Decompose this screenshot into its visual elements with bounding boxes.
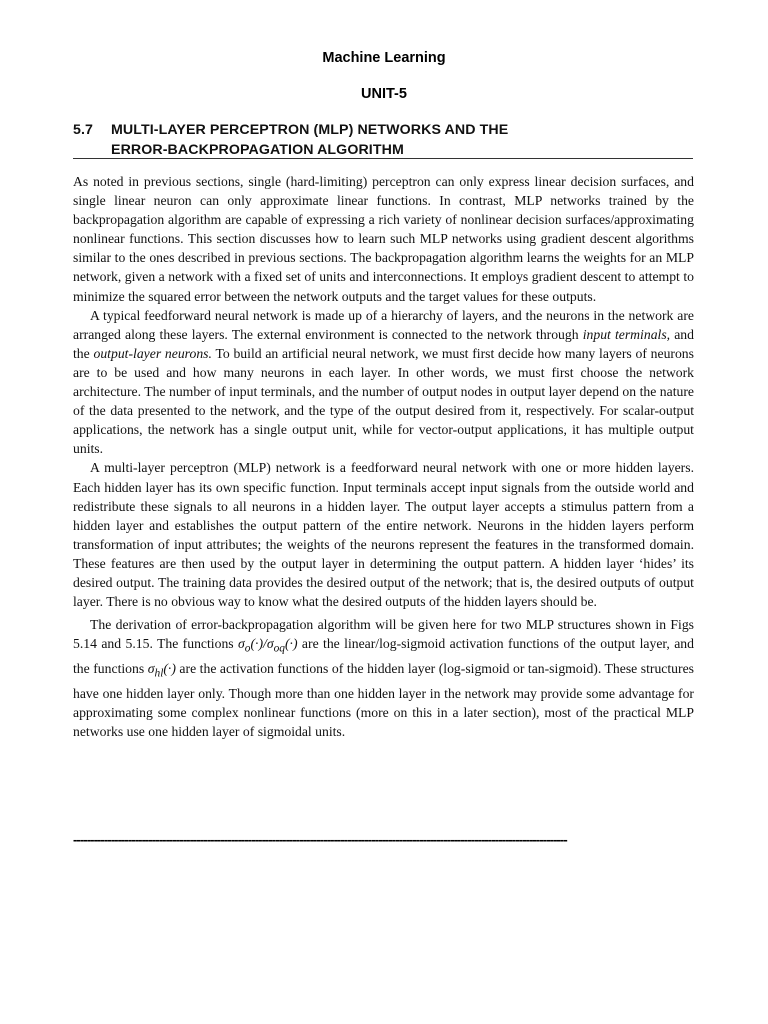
section-number: 5.7 (73, 122, 94, 138)
paragraph-2-emphasis-1: input terminals, (582, 326, 671, 342)
paragraph-3: A multi-layer perceptron (MLP) network is a feedforward neural network with one or more hidden layers. Each hidden layer has its own specific function. Input terminals accept input signals from the outside world and redistribute these signals to all neurons in a hidden layer. The output layer accepts a stimulus pattern from a hidden layer and establishes the output pattern of the entire network. Neurons in the hidden layers perform transformation of input attributes; the weights of the neurons represent the features in the transformed domain. These features are then used by the output layer in determining the output pattern. A hidden layer ‘hides’ its desired output. The training data provides the desired output of the network; that is, the desired outputs of output layer. There is no obvious way to know what the desired outputs of the hidden layers should be. (73, 460, 694, 610)
sigma-output-symbol: $\sigma_o(\cdot)/\sigma_{oq}(\cdot)$ (238, 636, 298, 655)
paragraph-2-text-a: A typical feedforward neural network is made up of a hierarchy of layers, and the neurons in the network are arranged along these layers. The external environment is connected to the network through (73, 307, 694, 342)
paragraph-2-text-b: and the (73, 326, 694, 361)
section-heading-line1 (73, 120, 693, 140)
body-text (73, 172, 694, 741)
section-heading-line2: ERROR-BACKPROPAGATION ALGORITHM (111, 142, 404, 158)
paragraph-4-text-a: The derivation of error-backpropagation algorithm will be given here for two MLP structures shown in Figs 5.14 and 5.15. The functions (73, 617, 694, 652)
unit-label: UNIT-5 (361, 86, 407, 102)
paragraph-4 (73, 615, 694, 741)
paragraph-1: As noted in previous sections, single (hard-limiting) perceptron can only express linear decision surfaces, and single linear neuron can only approximate linear functions. In contrast, MLP networks trained by the backpropagation algorithm are capable of expressing a rich variety of nonlinear decision surfaces/approximating nonlinear functions. This section discusses how to learn such MLP networks using gradient descent algorithms similar to the ones described in previous sections. The backpropagation algorithm learns the weights for an MLP network, given a network with a fixed set of units and interconnections. It employs gradient descent to attempt to minimize the squared error between the network outputs and the target values for these outputs. (73, 174, 694, 304)
paragraph-4-text-c: are the activation functions of the hidden layer (log-sigmoid or tan-sigmoid). These structures have one hidden layer only. Though more than one hidden layer in the network may provide some advantage for approximating some complex nonlinear functions (more on this in a later section), most of the practical MLP networks use one hidden layer of sigmoidal units. (73, 661, 694, 740)
paragraph-2 (73, 306, 694, 459)
section-heading-text1: MULTI-LAYER PERCEPTRON (MLP) NETWORKS AND THE (111, 122, 509, 138)
paragraph-2-text-c: To build an artificial neural network, we must first decide how many layers of neurons are to be used and how many neurons in each layer. In other words, we must first choose the network architecture. The number of input terminals, and the number of output nodes in output layer depend on the nature of the data presented to the network, and the type of the output desired from it, respectively. For scalar-output applications, the network has a single output unit, while for vector-output applications, it has multiple output units. (73, 345, 694, 457)
section-heading (73, 120, 693, 160)
dashed-separator: ------------------------------------------------------------------------------------------------------------------------------------------------ (73, 832, 567, 847)
heading-rule (73, 158, 693, 159)
paragraph-2-emphasis-2: output-layer neurons. (93, 345, 212, 361)
paragraph-4-text-b: are the linear/log-sigmoid activation functions of the output layer, and the functions (73, 636, 694, 677)
sigma-hidden-symbol: $\sigma_{hl}(\cdot)$ (147, 661, 176, 680)
document-title: Machine Learning (322, 50, 446, 66)
